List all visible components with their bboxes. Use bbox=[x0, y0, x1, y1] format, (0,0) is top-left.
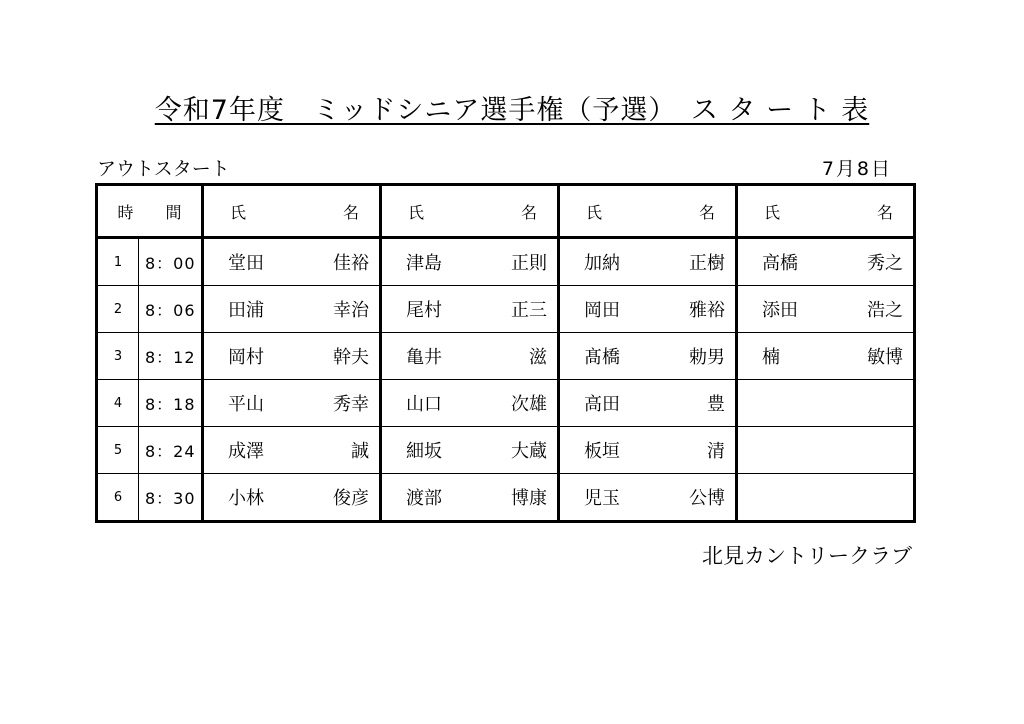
player-given-name: 正樹 bbox=[688, 253, 725, 274]
surname-header: 氏 bbox=[585, 202, 602, 222]
player-cell bbox=[381, 427, 559, 474]
group-number: 6 bbox=[97, 474, 139, 522]
player-cell bbox=[381, 238, 559, 286]
player-cell bbox=[203, 333, 381, 380]
table-row bbox=[97, 474, 915, 522]
given-header: 名 bbox=[876, 202, 893, 222]
player-surname: 田浦 bbox=[228, 300, 265, 321]
player-given-name: 大蔵 bbox=[510, 441, 547, 462]
player-surname: 尾村 bbox=[406, 300, 442, 321]
player-given-name: 幸治 bbox=[333, 300, 369, 321]
player-cell bbox=[203, 286, 381, 333]
player-given-name: 誠 bbox=[351, 441, 369, 462]
surname-header: 氏 bbox=[763, 202, 780, 222]
player-surname: 小林 bbox=[228, 488, 265, 509]
player-surname: 渡部 bbox=[406, 488, 442, 509]
player-cell bbox=[736, 474, 914, 522]
tee-time: 8：30 bbox=[139, 474, 203, 522]
table-row bbox=[97, 238, 915, 286]
group-4-header bbox=[736, 185, 914, 238]
player-surname: 加納 bbox=[583, 253, 620, 274]
table-row bbox=[97, 427, 915, 474]
given-header: 名 bbox=[342, 202, 359, 222]
player-surname: 津島 bbox=[406, 253, 442, 274]
player-given-name: 豊 bbox=[706, 394, 725, 415]
player-cell bbox=[203, 427, 381, 474]
group-number: 2 bbox=[97, 286, 139, 333]
player-cell bbox=[736, 427, 914, 474]
player-cell bbox=[381, 474, 559, 522]
group-number: 5 bbox=[97, 427, 139, 474]
player-surname: 高橋 bbox=[761, 253, 798, 274]
player-given-name: 博康 bbox=[510, 488, 547, 509]
table-row bbox=[97, 333, 915, 380]
tee-time: 8：12 bbox=[139, 333, 203, 380]
player-surname: 児玉 bbox=[583, 488, 620, 509]
player-cell bbox=[381, 333, 559, 380]
player-given-name: 公博 bbox=[688, 488, 725, 509]
player-cell bbox=[736, 286, 914, 333]
player-given-name: 幹夫 bbox=[333, 347, 369, 368]
player-cell bbox=[558, 333, 736, 380]
player-cell bbox=[736, 238, 914, 286]
player-given-name: 正則 bbox=[510, 253, 547, 274]
table-row bbox=[97, 380, 915, 427]
player-given-name: 次雄 bbox=[510, 394, 547, 415]
date-label: 7月8日 bbox=[821, 158, 892, 180]
player-cell bbox=[558, 380, 736, 427]
player-surname: 高田 bbox=[583, 394, 620, 415]
player-surname: 岡村 bbox=[228, 347, 265, 368]
player-cell bbox=[203, 474, 381, 522]
player-surname: 岡田 bbox=[583, 300, 620, 321]
player-cell bbox=[736, 380, 914, 427]
player-given-name: 清 bbox=[706, 441, 725, 462]
tee-time: 8：18 bbox=[139, 380, 203, 427]
player-given-name: 敏博 bbox=[867, 347, 903, 368]
table-row bbox=[97, 286, 915, 333]
group-3-header bbox=[558, 185, 736, 238]
player-surname: 板垣 bbox=[583, 441, 620, 462]
tee-time: 8：00 bbox=[139, 238, 203, 286]
player-cell bbox=[558, 474, 736, 522]
tee-time: 8：06 bbox=[139, 286, 203, 333]
player-cell bbox=[558, 427, 736, 474]
player-surname: 平山 bbox=[228, 394, 265, 415]
player-surname: 添田 bbox=[761, 300, 798, 321]
start-course-label: アウトスタート bbox=[97, 158, 230, 180]
page-title bbox=[0, 94, 1024, 128]
player-given-name: 俊彦 bbox=[333, 488, 369, 509]
player-given-name: 秀之 bbox=[867, 253, 903, 274]
player-cell bbox=[381, 286, 559, 333]
player-given-name: 雅裕 bbox=[688, 300, 725, 321]
player-cell bbox=[203, 238, 381, 286]
given-header: 名 bbox=[698, 202, 715, 222]
group-number: 3 bbox=[97, 333, 139, 380]
title-text: 令和7年度 ミッドシニア選手権（予選） ス タ ー ト 表 bbox=[154, 95, 870, 126]
given-header: 名 bbox=[520, 202, 537, 222]
player-surname: 堂田 bbox=[228, 253, 265, 274]
player-given-name: 勅男 bbox=[688, 347, 725, 368]
player-surname: 亀井 bbox=[406, 347, 442, 368]
start-table bbox=[95, 183, 916, 523]
player-cell bbox=[203, 380, 381, 427]
group-1-header bbox=[203, 185, 381, 238]
table-header-row bbox=[97, 185, 915, 238]
player-surname: 髙橋 bbox=[583, 347, 620, 368]
player-cell bbox=[558, 238, 736, 286]
tee-time: 8：24 bbox=[139, 427, 203, 474]
group-number: 1 bbox=[97, 238, 139, 286]
player-surname: 成澤 bbox=[228, 441, 265, 462]
time-header: 時 間 bbox=[97, 185, 203, 238]
player-given-name: 浩之 bbox=[867, 300, 903, 321]
player-cell bbox=[558, 286, 736, 333]
player-surname: 楠 bbox=[761, 347, 780, 368]
player-surname: 山口 bbox=[406, 394, 442, 415]
player-given-name: 佳裕 bbox=[333, 253, 369, 274]
club-name: 北見カントリークラブ bbox=[702, 544, 912, 568]
group-2-header bbox=[381, 185, 559, 238]
group-number: 4 bbox=[97, 380, 139, 427]
player-surname: 細坂 bbox=[406, 441, 442, 462]
surname-header: 氏 bbox=[408, 202, 425, 222]
player-cell bbox=[736, 333, 914, 380]
surname-header: 氏 bbox=[230, 202, 247, 222]
player-given-name: 秀幸 bbox=[333, 394, 369, 415]
player-given-name: 正三 bbox=[510, 300, 547, 321]
player-given-name: 滋 bbox=[528, 347, 547, 368]
player-cell bbox=[381, 380, 559, 427]
